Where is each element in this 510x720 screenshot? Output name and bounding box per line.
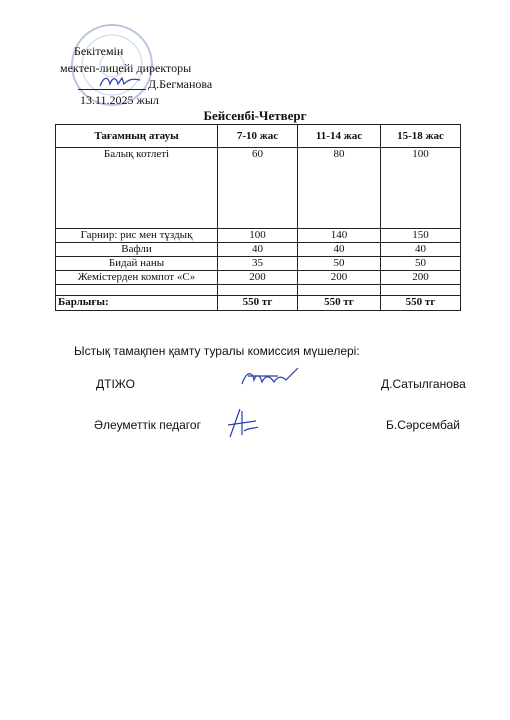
- portion-7-10: 200: [218, 271, 298, 285]
- portion-15-18: 50: [381, 257, 461, 271]
- approval-date: 13.11.2025 жыл: [80, 93, 159, 107]
- table-row: [56, 243, 461, 257]
- total-11-14: 550 тг: [298, 296, 381, 311]
- portion-15-18: 40: [381, 243, 461, 257]
- empty-cell: [381, 285, 461, 296]
- portion-11-14: 140: [298, 229, 381, 243]
- member-name: Д.Сатылганова: [381, 377, 466, 391]
- table-row: [56, 148, 461, 229]
- member-signature: [224, 407, 260, 439]
- approval-position: мектеп-лицейі директоры: [60, 61, 192, 75]
- member-signature: [238, 364, 312, 390]
- portion-7-10: 35: [218, 257, 298, 271]
- table-total-row: [56, 296, 461, 311]
- portion-15-18: 150: [381, 229, 461, 243]
- dish-name: Гарнир: рис мен тұздық: [56, 229, 218, 243]
- total-label: Барлығы:: [56, 296, 218, 311]
- member-role: Әлеуметтік педагог: [94, 418, 201, 432]
- member-name: Б.Сәрсембай: [386, 418, 460, 432]
- portion-15-18: 100: [381, 148, 461, 229]
- table-row: [56, 229, 461, 243]
- header-dish-name: Тағамның атауы: [56, 125, 218, 148]
- director-signature: [98, 72, 142, 90]
- empty-cell: [218, 285, 298, 296]
- portion-11-14: 80: [298, 148, 381, 229]
- portion-15-18: 200: [381, 271, 461, 285]
- director-name: Д.Бегманова: [148, 77, 213, 91]
- menu-table: [55, 124, 461, 311]
- portion-11-14: 40: [298, 243, 381, 257]
- total-15-18: 550 тг: [381, 296, 461, 311]
- empty-cell: [56, 285, 218, 296]
- table-row: [56, 271, 461, 285]
- table-header-row: [56, 125, 461, 148]
- day-title: Бейсенбі-Четверг: [203, 108, 307, 123]
- table-row: [56, 257, 461, 271]
- portion-7-10: 40: [218, 243, 298, 257]
- dish-name: Вафли: [56, 243, 218, 257]
- header-age-15-18: 15-18 жас: [381, 125, 461, 148]
- header-age-11-14: 11-14 жас: [298, 125, 381, 148]
- dish-name: Жемістерден компот «С»: [56, 271, 218, 285]
- portion-11-14: 50: [298, 257, 381, 271]
- dish-name: Балық котлеті: [56, 148, 218, 229]
- total-7-10: 550 тг: [218, 296, 298, 311]
- table-empty-row: [56, 285, 461, 296]
- portion-11-14: 200: [298, 271, 381, 285]
- dish-name: Бидай наны: [56, 257, 218, 271]
- portion-7-10: 60: [218, 148, 298, 229]
- portion-7-10: 100: [218, 229, 298, 243]
- approval-title: Бекітемін: [74, 44, 124, 58]
- member-role: ДТІЖО: [96, 377, 135, 391]
- commission-title: Ыстық тамақпен қамту туралы комиссия мүшелері:: [74, 344, 360, 358]
- empty-cell: [298, 285, 381, 296]
- header-age-7-10: 7-10 жас: [218, 125, 298, 148]
